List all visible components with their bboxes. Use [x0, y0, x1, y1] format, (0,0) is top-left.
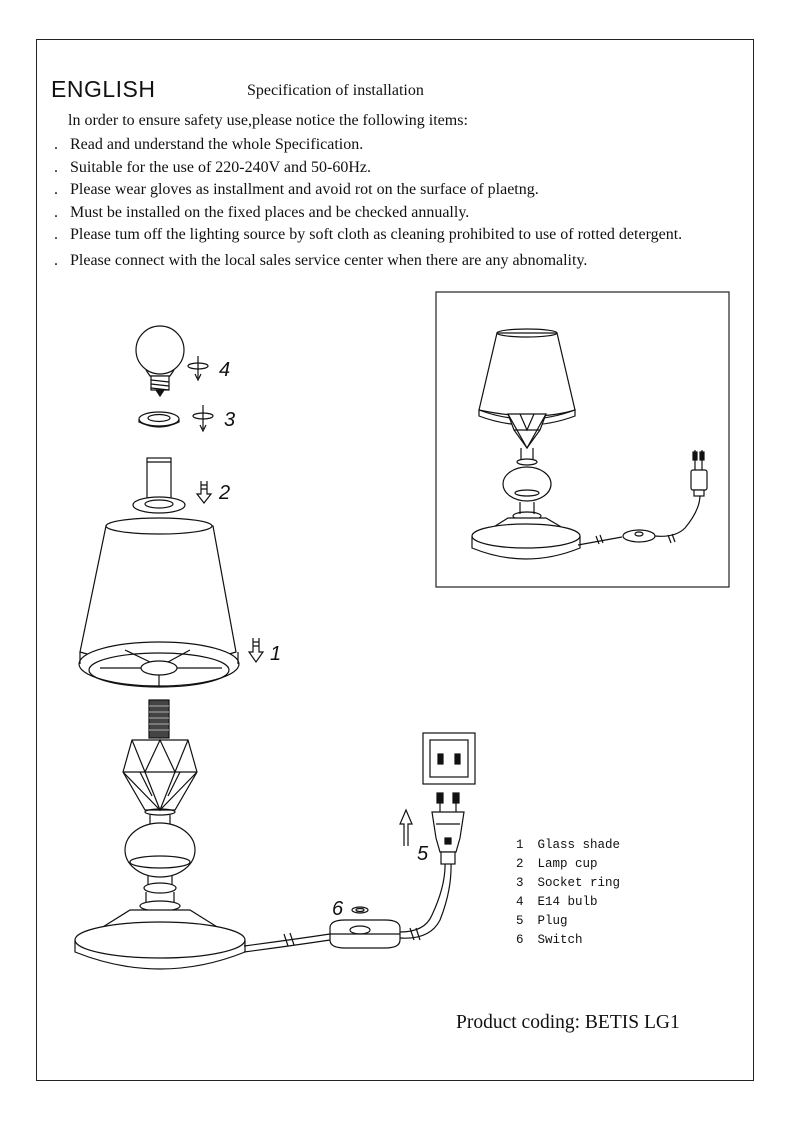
legend-item: 3 Socket ring — [516, 876, 621, 890]
note-item: . Please wear gloves as installment and avoid rot on the surface of plaetng. — [54, 181, 539, 198]
callout-6: 6 — [332, 898, 344, 920]
lamp-shade — [79, 518, 239, 687]
callout-4: 4 — [219, 359, 231, 381]
socket-ring — [139, 412, 179, 427]
down-arrow-icon — [197, 481, 211, 503]
assembled-lamp-preview — [436, 292, 729, 587]
bulb-e14 — [136, 326, 184, 396]
legend-item: 2 Lamp cup — [516, 857, 598, 871]
document-title: Specification of installation — [247, 82, 424, 99]
callout-3: 3 — [224, 409, 236, 431]
wall-socket — [423, 733, 475, 784]
inline-switch — [330, 920, 400, 948]
language-heading: ENGLISH — [51, 76, 156, 102]
rotate-arrow-icon — [193, 405, 213, 431]
plug-cable — [400, 862, 451, 940]
power-plug — [432, 793, 464, 864]
product-coding: Product coding: BETIS LG1 — [456, 1012, 680, 1033]
note-item: . Read and understand the whole Specification. — [54, 136, 364, 153]
lamp-stem — [125, 815, 195, 911]
legend-item: 1 Glass shade — [516, 838, 621, 852]
threaded-rod — [149, 700, 169, 738]
note-item: . Must be installed on the fixed places and be checked annually. — [54, 203, 470, 221]
callout-2: 2 — [219, 482, 231, 504]
callout-1: 1 — [270, 643, 282, 665]
callout-5: 5 — [417, 843, 429, 865]
note-item: . Suitable for the use of 220-240V and 50-60Hz. — [54, 158, 371, 176]
lamp-cup — [133, 458, 185, 513]
down-arrow-icon — [249, 638, 263, 662]
legend-item: 6 Switch — [516, 933, 583, 947]
crystal-body — [123, 740, 197, 815]
note-item: . Please connect with the local sales service center when there are any abnomality. — [54, 251, 588, 269]
intro-text: ln order to ensure safety use,please notice the following items: — [68, 112, 468, 129]
switch-callout-icon — [352, 907, 368, 913]
rotate-arrow-icon — [188, 356, 208, 380]
up-arrow-icon — [400, 810, 412, 846]
legend-item: 5 Plug — [516, 914, 568, 928]
parts-legend — [516, 836, 620, 950]
legend-item: 4 E14 bulb — [516, 895, 598, 909]
note-item: . Please tum off the lighting source by soft cloth as cleaning prohibited to use of rotted detergent. — [54, 226, 683, 243]
lamp-base — [75, 910, 245, 969]
power-cable — [244, 933, 330, 952]
